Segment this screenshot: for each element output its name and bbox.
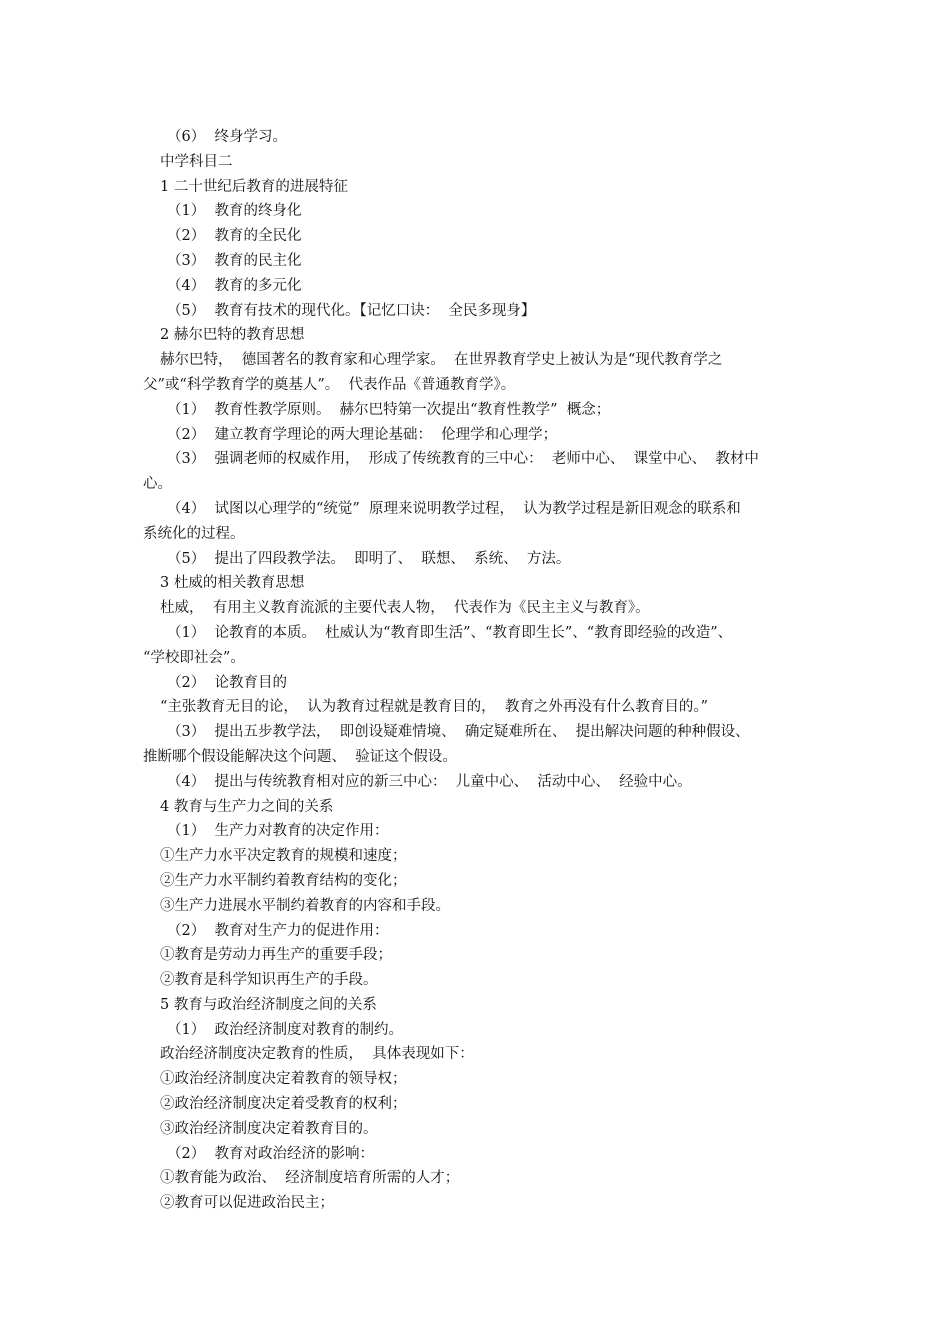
text-line: （2） 建立教育学理论的两大理论基础： 伦理学和心理学；: [167, 426, 558, 443]
text-line: 5 教育与政治经济制度之间的关系: [160, 996, 377, 1013]
text-line: （1） 教育性教学原则。 赫尔巴特第一次提出“教育性教学” 概念；: [167, 401, 611, 418]
text-line: 1 二十世纪后教育的进展特征: [160, 178, 348, 195]
text-line: （2） 论教育目的: [167, 674, 287, 691]
text-line: （4） 教育的多元化: [167, 277, 302, 294]
text-line: （1） 教育的终身化: [167, 203, 302, 220]
text-line: （4） 试图以心理学的“统觉” 原理来说明教学过程， 认为教学过程是新旧观念的联系和: [167, 500, 741, 517]
text-line: （2） 教育对生产力的促进作用：: [167, 922, 389, 939]
text-line: ②教育可以促进政治民主；: [160, 1195, 334, 1212]
text-line: “学校即社会”。: [143, 649, 245, 666]
text-line: （1） 政治经济制度对教育的制约。: [167, 1021, 403, 1038]
text-line: ①教育是劳动力再生产的重要手段；: [160, 947, 392, 964]
text-line: ②政治经济制度决定着受教育的权利；: [160, 1096, 407, 1113]
text-line: 3 杜威的相关教育思想: [160, 575, 305, 592]
text-line: “主张教育无目的论， 认为教育过程就是教育目的， 教育之外再没有什么教育目的。”: [160, 699, 709, 716]
text-line: 中学科目二: [160, 153, 233, 170]
text-line: 心。: [143, 476, 172, 493]
text-line: （1） 论教育的本质。 杜威认为“教育即生活”、“教育即生长”、“教育即经验的改造”、: [167, 624, 733, 641]
text-line: （3） 强调老师的权威作用， 形成了传统教育的三中心： 老师中心、 课堂中心、 教材中: [167, 451, 759, 468]
text-line: 推断哪个假设能解决这个问题、 验证这个假设。: [143, 748, 457, 765]
text-line: （3） 提出五步教学法， 即创设疑难情境、 确定疑难所在、 提出解决问题的种种假设、: [167, 724, 750, 741]
text-line: （4） 提出与传统教育相对应的新三中心： 儿童中心、 活动中心、 经验中心。: [167, 773, 692, 790]
text-line: 2 赫尔巴特的教育思想: [160, 327, 305, 344]
text-line: 4 教育与生产力之间的关系: [160, 798, 334, 815]
text-line: （2） 教育对政治经济的影响：: [167, 1145, 374, 1162]
text-line: 杜威， 有用主义教育流派的主要代表人物， 代表作为《民主主义与教育》。: [160, 600, 650, 617]
text-line: ①生产力水平决定教育的规模和速度；: [160, 848, 407, 865]
text-line: （5） 提出了四段教学法。 即明了、 联想、 系统、 方法。: [167, 550, 571, 567]
text-line: （3） 教育的民主化: [167, 252, 302, 269]
document-body: [143, 125, 823, 1216]
text-line: （1） 生产力对教育的决定作用：: [167, 823, 389, 840]
text-line: 赫尔巴特， 德国著名的教育家和心理学家。 在世界教育学史上被认为是“现代教育学之: [160, 352, 723, 369]
text-line: ③生产力进展水平制约着教育的内容和手段。: [160, 897, 450, 914]
text-line: ①教育能为政治、 经济制度培育所需的人才；: [160, 1170, 460, 1187]
text-line: 系统化的过程。: [143, 525, 245, 542]
text-line: ①政治经济制度决定着教育的领导权；: [160, 1071, 407, 1088]
text-line: ②生产力水平制约着教育结构的变化；: [160, 872, 407, 889]
text-line: （2） 教育的全民化: [167, 228, 302, 245]
text-line: ③政治经济制度决定着教育目的。: [160, 1120, 378, 1137]
text-line: （6） 终身学习。: [167, 129, 287, 145]
text-line: ②教育是科学知识再生产的手段。: [160, 972, 378, 989]
text-line: （5） 教育有技术的现代化。【记忆口诀： 全民多现身】: [167, 302, 536, 319]
text-line: 父”或“科学教育学的奠基人”。 代表作品《普通教育学》。: [143, 376, 516, 393]
text-line: 政治经济制度决定教育的性质， 具体表现如下：: [160, 1046, 474, 1063]
